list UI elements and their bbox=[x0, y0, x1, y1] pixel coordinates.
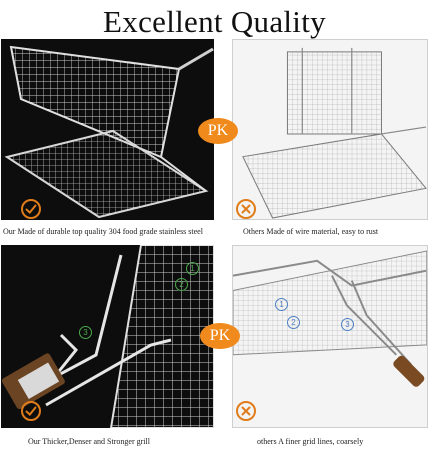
pk-comparison-badge: PK bbox=[198, 118, 238, 144]
page-title: Excellent Quality bbox=[103, 4, 326, 39]
x-circle-icon bbox=[236, 199, 256, 219]
others-material-photo bbox=[232, 39, 428, 220]
x-circle-icon bbox=[236, 401, 256, 421]
marker-1: 1 bbox=[275, 298, 288, 311]
pk-comparison-badge: PK bbox=[200, 323, 240, 349]
ours-material-photo bbox=[1, 39, 214, 220]
ours-grill-caption: Our Thicker,Denser and Stronger grill bbox=[28, 437, 150, 446]
check-circle-icon bbox=[21, 401, 41, 421]
marker-3: 3 bbox=[79, 326, 92, 339]
marker-2: 2 bbox=[175, 278, 188, 291]
check-circle-icon bbox=[21, 199, 41, 219]
others-material-caption: Others Made of wire material, easy to rust bbox=[243, 227, 379, 236]
others-grill-caption: others A finer grid lines, coarsely bbox=[257, 437, 364, 446]
ours-material-caption: Our Made of durable top quality 304 food grade stainless steel bbox=[3, 227, 203, 236]
marker-3: 3 bbox=[341, 318, 354, 331]
others-grill-photo bbox=[232, 245, 428, 428]
marker-1: 1 bbox=[186, 262, 199, 275]
marker-2: 2 bbox=[287, 316, 300, 329]
